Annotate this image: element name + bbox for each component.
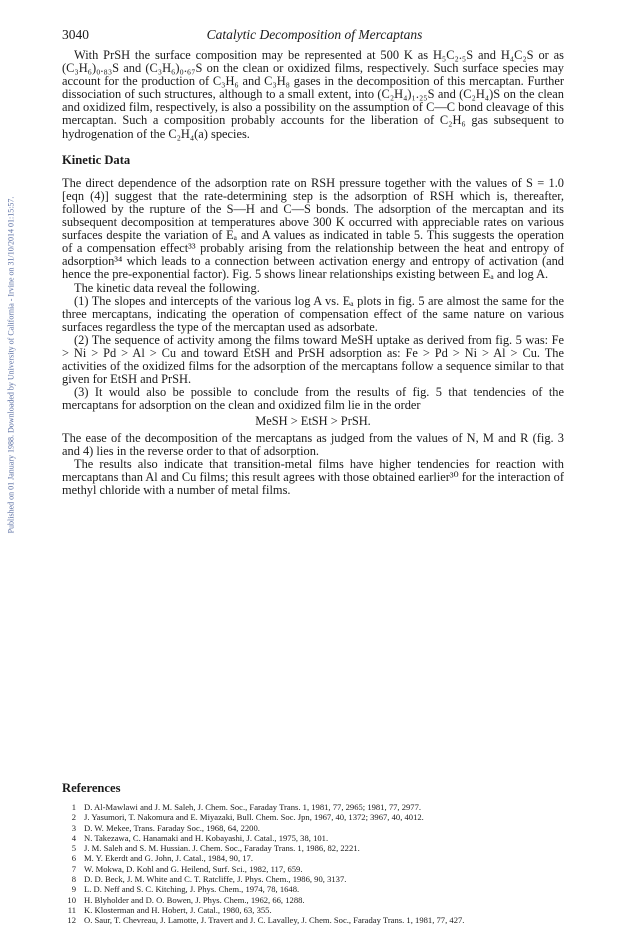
page-header — [62, 27, 567, 45]
reference-item — [62, 884, 564, 894]
paragraph-kinetic-data: The direct dependence of the adsorption rate on RSH pressure together with the values of S = 1.0 [eqn (4)] suggest that the rate-determining step is the adsorption of RSH which is, thereafter, followed by the rupture of the S—H and C—S bonds. The adsorption of the mercaptan and its subsequent decomposition at temperatures above 300 K occurred with appreciable rates on various surfaces despite the variation of Eₐ and A values as indicated in table 5. This suggests the operation of a compensation effect³³ probably arising from the relationship between the heat and entropy of adsorption³⁴ which leads to a connection between activation energy and entropy of activation (and hence the pre-exponential factor). Fig. 5 shows linear relationships existing between Eₐ and log A. — [62, 175, 564, 282]
reference-text: J. Yasumori, T. Nakomura and E. Miyazaki, Bull. Chem. Soc. Jpn, 1967, 40, 1372; 3967, 40, 4012. — [84, 812, 424, 823]
reference-item — [62, 895, 564, 905]
section-heading-kinetic-data: Kinetic Data — [62, 152, 131, 167]
reference-text: M. Y. Ekerdt and G. John, J. Catal., 1984, 90, 17. — [84, 853, 253, 864]
body-text — [62, 49, 564, 497]
reference-item — [62, 843, 564, 853]
reference-text: O. Saur, T. Chevreau, J. Lamotte, J. Travert and J. C. Lavalley, J. Chem. Soc., Faraday Trans. 1, 1981, 77, 427. — [84, 915, 465, 926]
references-heading: References — [62, 781, 121, 795]
page-number: 3040 — [62, 27, 89, 42]
reference-text: L. D. Neff and S. C. Kitching, J. Phys. Chem., 1974, 78, 1648. — [84, 884, 300, 895]
paragraph-decomposition-ease: The ease of the decomposition of the mercaptans as judged from the values of N, M and R (fig. 3 and 4) lies in the reverse order to that of adsorption. — [62, 430, 564, 458]
reference-text: J. M. Saleh and S. M. Hussian. J. Chem. Soc., Faraday Trans. 1, 1986, 82, 2221. — [84, 843, 360, 854]
running-title: Catalytic Decomposition of Mercaptans — [206, 27, 423, 42]
reference-number: 10 — [67, 894, 76, 905]
reference-number: 5 — [71, 843, 76, 854]
reference-text: K. Klosterman and H. Hobert, J. Catal., 1980, 63, 355. — [84, 904, 272, 915]
paragraph-conclusion: The results also indicate that transition-metal films have higher tendencies for reaction with mercaptans than Al and Cu films; this result agrees with those obtained earlier³⁰ for the interaction of methyl chloride with a number of metal films. — [62, 456, 564, 497]
paragraph-point-3: (3) It would also be possible to conclude from the results of fig. 5 that tendencies of the mercaptans for adsorption on the clean and oxidized film lie in the order — [62, 385, 564, 413]
reference-item — [62, 874, 564, 884]
reference-number: 4 — [71, 832, 76, 843]
reference-item — [62, 853, 564, 863]
reference-number: 11 — [67, 904, 76, 915]
reference-number: 8 — [71, 874, 76, 885]
sidebar-download-notice: Published on 01 January 1988. Downloaded by University of California - Irvine on 31/10/2014 01:15:57. — [6, 196, 16, 534]
references-section — [62, 781, 564, 926]
equation-order: MeSH > EtSH > PrSH. — [255, 414, 371, 429]
reference-text: H. Blyholder and D. O. Bowen, J. Phys. Chem., 1962, 66, 1288. — [84, 894, 305, 905]
reference-number: 12 — [67, 915, 76, 926]
reference-number: 2 — [71, 812, 76, 823]
reference-item — [62, 905, 564, 915]
reference-text: D. D. Beck, J. M. White and C. T. Ratcliffe, J. Phys. Chem., 1986, 90, 3137. — [84, 874, 347, 885]
reference-text: D. W. Mekee, Trans. Faraday Soc., 1968, 64, 2200. — [84, 822, 260, 833]
publication-sidebar — [4, 130, 18, 600]
paragraph-point-1: (1) The slopes and intercepts of the various log A vs. Eₐ plots in fig. 5 are almost the same for the three mercaptans, indicating the operation of compensation effect of the same nature on various surfaces regardless the type of the mercaptan used as adsorbate. — [62, 293, 564, 334]
reference-text: D. Al-Mawlawi and J. M. Saleh, J. Chem. Soc., Faraday Trans. 1, 1981, 77, 2965; 1981, 77, 2977. — [84, 802, 422, 812]
reference-item — [62, 812, 564, 822]
reference-text: N. Takezawa, C. Hanamaki and H. Kobayashi, J. Catal., 1975, 38, 101. — [84, 832, 329, 843]
reference-item — [62, 915, 564, 925]
paragraph-point-2: (2) The sequence of activity among the films toward MeSH uptake as derived from fig. 5 was: Fe > Ni > Pd > Al > Cu and toward EtSH and PrSH adsorption as: Fe > Pd > Ni > Al > Cu. The activities of the oxidized films for the adsorption of the mercaptans follow a sequence similar to that given for EtSH and PrSH. — [62, 332, 564, 387]
reference-item — [62, 833, 564, 843]
paragraph-surface-composition: With PrSH the surface composition may be represented at 500 K as H₅C₂.₅S and H₄C₂S or as (C₃H₆)₀.₈₃S and (C₃H₆)₀.₆₇S on the clean or oxidized films, respectively. Such surface species may account for the production of C₃H₆ and C₃H₈ gases in the decomposition of this mercaptan. Further dissociation of such structures, although to a small extent, into (C₂H₄)₁.₂₅S and (C₂H₄)S on the clean and oxidized film, respectively, is also a possibility on the assumption of C—C bond cleavage of this mercaptan. Such a composition probably accounts for the liberation of C₂H₆ gas subsequent to hydrogenation of the C₂H₄(a) species. — [62, 48, 564, 141]
reference-number: 1 — [71, 802, 76, 812]
reference-text: W. Mokwa, D. Kohl and G. Heilend, Surf. Sci., 1982, 117, 659. — [84, 863, 303, 874]
paragraph-kinetic-summary: The kinetic data reveal the following. — [74, 280, 260, 295]
reference-item — [62, 802, 564, 812]
references-list — [62, 802, 564, 926]
reference-number: 3 — [71, 822, 76, 833]
reference-number: 7 — [71, 863, 76, 874]
reference-item — [62, 864, 564, 874]
reference-item — [62, 823, 564, 833]
reference-number: 9 — [71, 884, 76, 895]
reference-number: 6 — [71, 853, 76, 864]
